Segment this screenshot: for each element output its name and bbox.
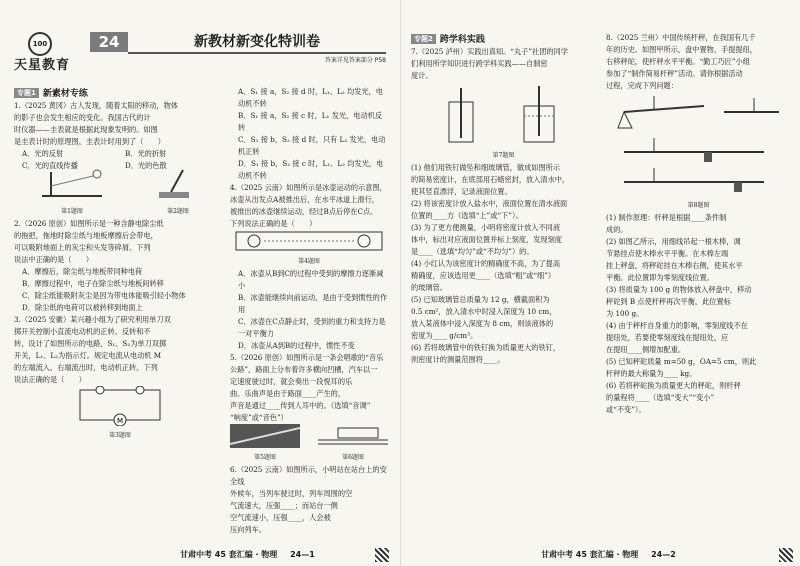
q2-option-b: B．摩擦过程中，电子在除尘纸与地板间转移 (22, 279, 164, 288)
q1-line: 1.（2025 黄冈）古人发现，随着太阳的移动，物体 (14, 101, 178, 110)
q8-body-line: 或“不变”）。 (606, 405, 646, 414)
q7-body-line: 的玻璃管。 (411, 283, 447, 292)
q5-line: 5.（2026 原创）如图所示是一条会唱歌的“音乐 (230, 353, 384, 362)
q8-body-line: 在提纽____侧增加配重。 (606, 345, 686, 354)
q8-body-line: 提纽处，若要使零刻度线在提纽处，应 (606, 333, 729, 342)
q3-line: 开关，L₁、L₂为指示灯。规定电流从电动机 M (14, 351, 162, 360)
section1-tag: 专题1 (14, 88, 39, 98)
q8-body-line: 秤砣到 B 点使杆秤再次平衡，此位置标 (606, 297, 731, 306)
q7-body-line: (6) 若将玻璃管中的铁钉换为质量更大的铁钉， (411, 343, 561, 352)
q7-body-line: (2) 将该密度计放入盐水中，液面位置在清水液面 (411, 199, 568, 208)
q7-body-line: 体中，标出对应液面位置并标上刻度，发现刻度 (411, 235, 562, 244)
footer-right-page: 24—2 (651, 550, 676, 559)
footer-right (541, 549, 676, 560)
q8-body-line: (5) 已知秤砣质量 m=50 g，OA=5 cm，则此 (606, 357, 757, 366)
q8-line: 参加了“制作简易杆秤”活动。请你根据活动 (606, 69, 743, 78)
figure-6 (318, 424, 388, 464)
qr-code-icon (779, 548, 793, 562)
answer-reference: 答案详见答案部分 P58 (324, 57, 386, 64)
q5-line: 声音是通过____传到人耳中的。（选填“音调” (230, 401, 371, 410)
q8-body-line: 的量程将____（选填“变大”“变小” (606, 393, 715, 402)
left-column-2 (230, 86, 388, 536)
q3-line: 掷开关控制小直流电动机的正转、反转和不 (14, 327, 151, 336)
figure-5 (230, 424, 300, 464)
figure-6-caption: 第6题图 (342, 454, 364, 461)
circuit-diagram (70, 386, 170, 426)
q5-line: 公路”，路面上分布着许多横向凹槽，汽车以一 (230, 365, 378, 374)
q7-body-line: (5) 已知玻璃管总质量为 12 g，横截面积为 (411, 295, 550, 304)
q6-line: 6.（2025 云南）如图所示，小明站在站台上的安全线 (230, 465, 387, 486)
q1-line: 是圭表计时的原理图，圭表计时用到了（ ） (14, 137, 165, 146)
footer-left-title: 甘肃中考 45 套汇编 · 物理 (180, 550, 278, 559)
right-column-2 (606, 32, 791, 416)
q8-body-line: (3) 将质量为 100 g 的物体放入秤盘中，移动 (606, 285, 752, 294)
figure-1-caption: 第1题图 (61, 208, 83, 215)
q7-body-line: 放入某液体中浸入深度为 8 cm，则该液体的 (411, 319, 554, 328)
q3-option-a: A．S₁ 接 a，S₂ 接 d 时，L₁、L₂ 均发光，电动机不转 (238, 87, 383, 108)
q2-line: 说法中正确的是（ ） (14, 255, 94, 264)
q6-line: 压向列车。 (230, 525, 266, 534)
q5-line: 定速度驶过时，就会奏出一段悦耳的乐 (230, 377, 353, 386)
section2-title: 跨学科实践 (439, 35, 485, 45)
logo-emblem: 100 (28, 32, 52, 56)
q8-line: 年的历史。如图甲所示，盘中置物，手提提纽， (606, 45, 757, 54)
q1-option-c: C．光的直线传播 (22, 161, 78, 170)
gnomon-illustration (37, 168, 107, 202)
q4-line: 4.（2025 云南）如图所示是冰壶运动的示意图， (230, 183, 387, 192)
page-title: 新教材新变化特训卷 (194, 34, 320, 50)
q7-body-line: 位置的____方（选填“上”或“下”）。 (411, 211, 523, 220)
q2-line: 2.（2026 原创）如图所示是一种含静电除尘纸 (14, 219, 164, 228)
footer-left (180, 549, 315, 560)
q8-body-line: 为 100 g。 (606, 309, 644, 318)
q7-body-line: 是____（选填“均匀”或“不均匀”）的。 (411, 247, 534, 256)
q8-body-line: (4) 由于秤杆自身重力的影响，零刻度线不在 (606, 321, 748, 330)
q5-line: 曲。乐曲声是由于路面____产生的， (230, 389, 346, 398)
q6-line: 气流速大，压强____；而站台一侧 (230, 501, 338, 510)
right-column-1 (411, 46, 596, 366)
q1-option-b: B．光的折射 (125, 149, 167, 158)
q4-line: 被推出的冰壶继续运动，经过B点后停在C点。 (230, 207, 378, 216)
q3-line: 转，设计了如图所示的电路，S₁、S₂为单刀双掷 (14, 339, 167, 348)
q4-option-a: A．冰壶从B到C的过程中受到的摩擦力逐渐减小 (238, 269, 384, 290)
q8-line: 过程，完成下列问题： (606, 81, 678, 90)
figure-3 (14, 386, 226, 442)
q7-body-line: 的简易密度计，在底部用石蜡密封，放入清水中， (411, 175, 570, 184)
q8-body-line: 节悬挂点使木棒水平平衡。在木棒左端 (606, 249, 729, 258)
paper-number: 24 (90, 32, 128, 52)
q8-line: 右移秤砣，使杆秤水平平衡。“勤工巧匠”小组 (606, 57, 750, 66)
q8-body-line: 成的。 (606, 225, 628, 234)
curling-track (234, 230, 384, 252)
q4-option-b: B．冰壶能继续向前运动，是由于受到惯性的作用 (238, 293, 388, 314)
q7-body-line: (3) 为了更方便测量，小明将密度计放入不同液 (411, 223, 561, 232)
figure-8-caption: 第8题图 (687, 202, 710, 209)
q1-option-a: A．光的反射 (22, 149, 64, 158)
q6-line: 外候车，当列车驶过时，列车周围的空 (230, 489, 353, 498)
section1-header (14, 86, 88, 99)
svg-text:M: M (117, 417, 124, 425)
figure-3-caption: 第3题图 (109, 432, 131, 439)
q1-option-d: D．光的色散 (125, 161, 167, 170)
figure-2 (153, 168, 203, 218)
q1-line: 的影子也会发生相应的变化。我国古代的计 (14, 113, 151, 122)
right-page (400, 0, 800, 566)
q7-body-line: 则密度计的测量范围将____。 (411, 355, 505, 364)
figure-2-caption: 第2题图 (167, 208, 189, 215)
q8-line: 8.（2025 兰州）中国传统杆秤，在我国有几千 (606, 33, 756, 42)
q8-body-line: (1) 制作原理：杆秤是根据____条件制 (606, 213, 727, 222)
left-column-1 (14, 100, 226, 442)
qr-code-icon (375, 548, 389, 562)
q3-option-d: D．S₁ 接 b，S₂ 接 c 时，L₁、L₂ 均发光，电动机不转 (238, 159, 384, 180)
q2-line: 可以吸附地面上的灰尘和头发等碎屑。下列 (14, 243, 151, 252)
q2-option-a: A．摩擦后，除尘纸与地板带同种电荷 (22, 267, 143, 276)
q3-line: 3.（2025 安徽）某兴趣小组为了研究利用单刀双 (14, 315, 171, 324)
logo (14, 32, 84, 73)
q8-body-line: 杆秤的最大称量为____ kg。 (606, 369, 697, 378)
q6-line: 空气流速小，压强____，人会被 (230, 513, 331, 522)
figures-5-6 (230, 424, 388, 464)
brand-name: 天星教育 (14, 58, 71, 73)
q7-line: 们利用所学知识进行跨学科实践——自制密 (411, 59, 548, 68)
q7-line: 度计。 (411, 71, 433, 80)
q8-body-line: 平衡。此位置即为零刻度线位置。 (606, 273, 714, 282)
figure-4 (230, 230, 388, 268)
q3-line: 的左端流入、右端流出时，电动机正转。下列 (14, 363, 158, 372)
footer-left-page: 24—1 (290, 550, 315, 559)
q2-line: 的拖把，拖地时除尘纸与地板摩擦后会带电， (14, 231, 158, 240)
section2-tag: 专题2 (411, 34, 436, 44)
q7-body-line: 精确度，应该选用更____（选填“粗”或“细”） (411, 271, 556, 280)
q5-line: “响度”或“音色”） (230, 413, 288, 422)
q4-option-c: C．冰壶在C点静止时，受到的重力和支持力是一对平衡力 (238, 317, 386, 338)
q7-line: 7.（2025 泸州）实践出真知。“丸子”社团的同学 (411, 47, 568, 56)
q2-option-d: D．除尘纸的电荷可以被转移到地面上 (22, 303, 143, 312)
q1-line: 时仪器——圭表就是根据此现象发明的。如图 (14, 125, 158, 134)
q7-body-line: (1) 他们用铁钉做坠和细玻璃管，做成如图所示 (411, 163, 561, 172)
figure-1 (37, 168, 107, 218)
q8-body-line: (2) 如图乙所示，用细线吊起一根木棒，调 (606, 237, 741, 246)
q7-body-line: 密度为____ g/cm³。 (411, 331, 478, 340)
figure-5-caption: 第5题图 (254, 454, 276, 461)
hydrometer-diagram (429, 82, 579, 146)
q4-line: 冰壶从出发点A被推出后，在水平冰道上滑行， (230, 195, 379, 204)
section1-title: 新素材专练 (42, 89, 88, 99)
q7-body-line: (4) 小红认为该密度计的精确度不高，为了提高 (411, 259, 561, 268)
q4-option-d: D．冰壶从A到B的过程中，惯性不变 (238, 341, 355, 350)
q8-body-line: (6) 若将秤砣换为质量更大的秤砣，则杆秤 (606, 381, 741, 390)
music-road-photo (230, 424, 300, 448)
section2-header (411, 32, 485, 45)
train-platform (318, 424, 388, 448)
title-bar (128, 32, 386, 54)
q7-body-line: 0.5 cm²，放入清水中时浸入深度为 10 cm， (411, 307, 557, 316)
footer-right-title: 甘肃中考 45 套汇编 · 物理 (541, 550, 639, 559)
figures-1-2 (14, 172, 226, 218)
figure-7 (411, 82, 596, 162)
q3-line: 说法正确的是（ ） (14, 375, 86, 384)
q2-option-c: C．除尘纸能吸附灰尘是因为带电体能吸引轻小物体 (22, 291, 186, 300)
q3-option-c: C．S₁ 接 b，S₂ 接 d 时，只有 L₂ 发光，电动机正转 (238, 135, 386, 156)
q7-body-line: 使其竖直漂浮，记录液面位置。 (411, 187, 512, 196)
q3-option-b: B．S₁ 接 a，S₂ 接 c 时，L₁ 发光，电动机反转 (238, 111, 383, 132)
figure-7-caption: 第7题图 (492, 152, 515, 159)
q8-body-line: 挂上秤盘，将秤砣挂在木棒右侧，使其水平 (606, 261, 743, 270)
steelyard-diagram (614, 92, 784, 196)
figure-4-caption: 第4题图 (298, 258, 320, 265)
mop-illustration (153, 168, 203, 202)
q4-line: 下列说法正确的是（ ） (230, 219, 317, 228)
figure-8 (606, 92, 791, 212)
